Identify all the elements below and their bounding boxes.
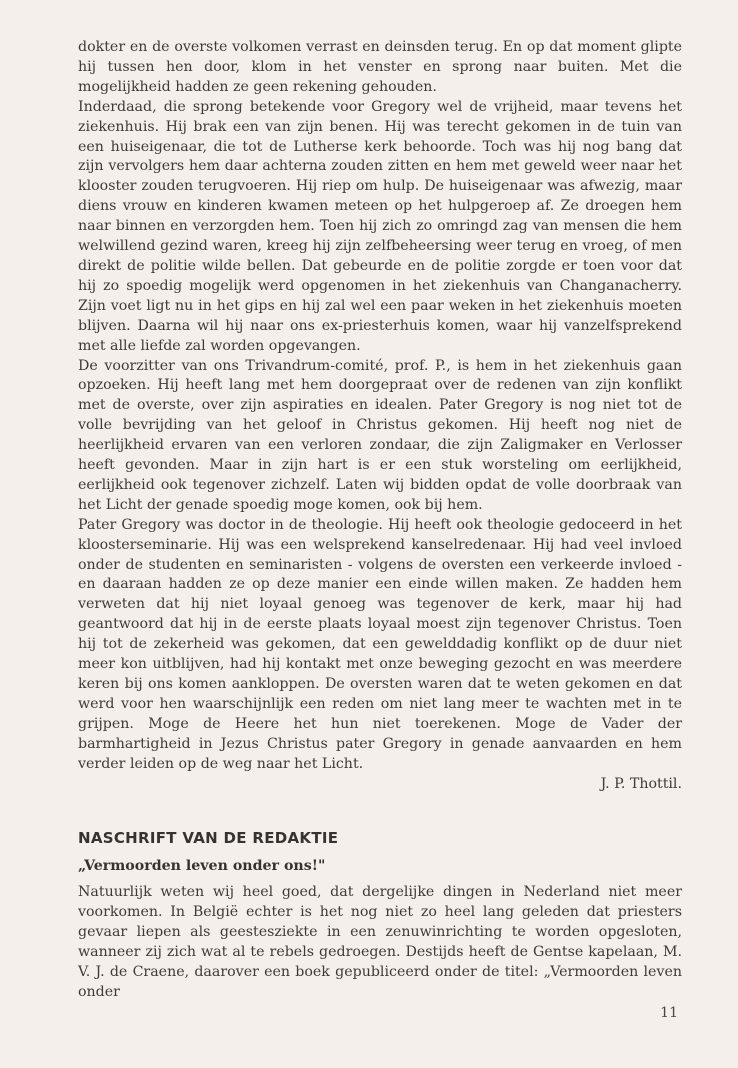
author-signature: J. P. Thottil.: [600, 775, 682, 792]
paragraph-2: Inderdaad, die sprong betekende voor Gregory wel de vrijheid, maar tevens het ziekenhuis. Hij brak een van zijn benen. Hij was terecht gekomen in de tuin van een huiseigenaar, die tot de Lutherse kerk behoorde. Toch was hij nog bang dat zijn vervolgers hem daar achterna zouden zitten en hem met geweld weer naar het klooster zouden terugvoeren. Hij riep om hulp. De huiseigenaar was afwezig, maar diens vrouw en kinderen kwamen meteen op het hulpgeroep af. Ze droegen hem naar binnen en verzorgden hem. Toen hij zich zo omringd zag van mensen die hem welwillend gezind waren, kreeg hij zijn zelfbeheersing weer terug en vroeg, of men direkt de politie wilde bellen. Dat gebeurde en de politie zorgde er toen voor dat hij zo spoedig mogelijk werd opgenomen in het ziekenhuis van Changanacherry. Zijn voet ligt nu in het gips en hij zal wel een paar weken in het ziekenhuis moeten blijven. Daarna wil hij naar ons ex-priesterhuis komen, waar hij vanzelfsprekend met alle liefde zal worden opgevangen.: [78, 98, 682, 354]
paragraph-1: dokter en de overste volkomen verrast en deinsden terug. En op dat moment glipte hij tussen hen door, klom in het venster en sprong naar buiten. Met die mogelijkheid hadden ze geen rekening gehouden.: [78, 39, 682, 95]
paragraph-3: De voorzitter van ons Trivandrum-comité, prof. P., is hem in het ziekenhuis gaan opzoeken. Hij heeft lang met hem doorgepraat over de redenen van zijn konflikt met de overste, over zijn aspiraties en idealen. Pater Gregory is nog niet tot de volle bevrijding van het geloof in Christus gekomen. Hij heeft nog niet de heerlijkheid ervaren van een verloren zondaar, die zijn Zaligmaker en Verlosser heeft gevonden. Maar in zijn hart is er een stuk worsteling om eerlijkheid, eerlijkheid ook tegenover zichzelf. Laten wij bidden opdat de volle doorbraak van het Licht der genade spoedig moge komen, ook bij hem.: [78, 357, 682, 513]
page-number: 11: [660, 1005, 678, 1021]
postscript-subheading: „Vermoorden leven onder ons!": [78, 858, 326, 874]
article-body: [78, 38, 682, 794]
postscript-body: Natuurlijk weten wij heel goed, dat dergelijke dingen in Nederland niet meer voorkomen. In België echter is het nog niet zo heel lang geleden dat priesters gevaar liepen als geestesziekte in een zenuwinrichting te worden opgesloten, wanneer zij zich wat al te rebels gedroegen. Destijds heeft de Gentse kapelaan, M. V. J. de Craene, daarover een boek gepubliceerd onder de titel: „Vermoorden leven onder: [78, 884, 682, 1000]
postscript-section: [78, 828, 682, 1002]
postscript-heading: NASCHRIFT VAN DE REDAKTIE: [78, 829, 339, 847]
paragraph-4: Pater Gregory was doctor in de theologie. Hij heeft ook theologie gedoceerd in het kloosterseminarie. Hij was een welsprekend kanselredenaar. Hij had veel invloed onder de studenten en seminaristen - volgens de oversten een verkeerde invloed - en daaraan hadden ze op deze manier een einde willen maken. Ze hadden hem verweten dat hij niet loyaal genoeg was tegenover de kerk, maar hij had geantwoord dat hij in de eerste plaats loyaal moest zijn tegenover Christus. Toen hij tot de zekerheid was gekomen, dat een gewelddadig konflikt op de duur niet meer kon uitblijven, had hij kontakt met onze beweging gezocht en was meerdere keren bij ons komen aankloppen. De oversten waren dat te weten gekomen en dat werd voor hen waarschijnlijk een reden om niet lang meer te wachten met in te grijpen. Moge de Heere het hun niet toerekenen. Moge de Vader der barmhartigheid in Jezus Christus pater Gregory in genade aanvaarden en hem verder leiden op de weg naar het Licht.: [78, 516, 682, 772]
